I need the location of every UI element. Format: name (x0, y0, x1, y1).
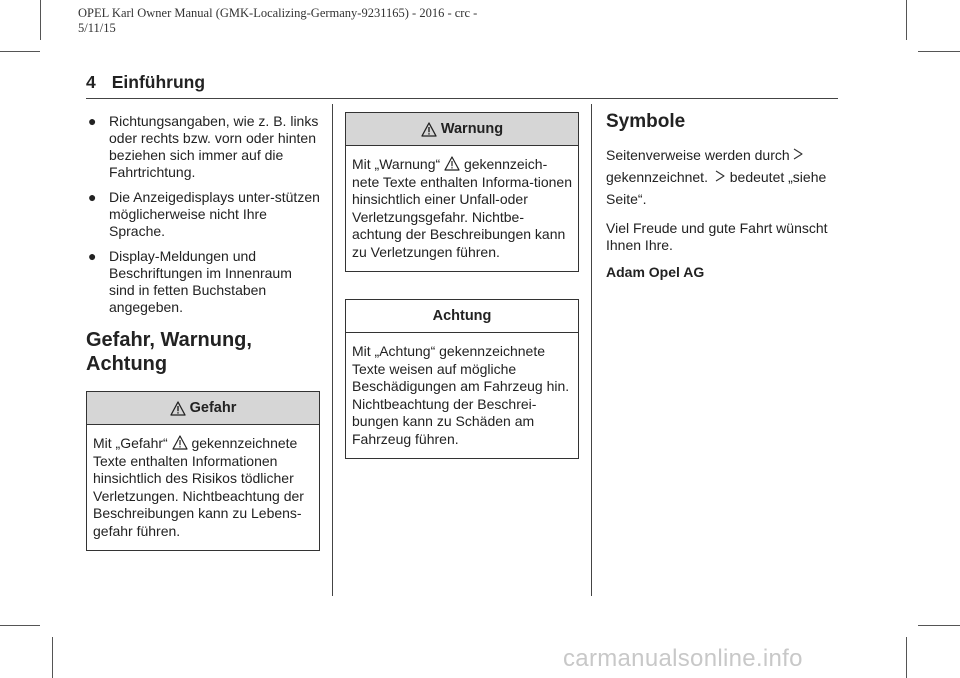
page-reference-icon (792, 148, 804, 160)
crop-mark (918, 51, 960, 52)
list-item (86, 113, 320, 181)
crop-mark (906, 0, 907, 40)
gefahr-box-body (87, 425, 319, 550)
column-divider (591, 104, 592, 596)
page-heading (86, 72, 205, 93)
warnung-text-start: Mit „Warnung“ (352, 156, 441, 172)
watermark: carmanualsonline.info (563, 645, 803, 672)
bullet-marker: ● (88, 189, 97, 205)
gefahr-text-after-icon: gekennzeichnete (191, 435, 298, 451)
page-number: 4 (86, 72, 96, 92)
warning-triangle-icon (170, 401, 186, 416)
print-header-note (78, 6, 477, 36)
bullet-text: Richtungsangaben, wie z. B. links oder rechts bzw. vorn oder hinten beziehen sich immer auf die Fahrtrichtung. (109, 113, 319, 180)
achtung-text: Mit „Achtung“ gekennzeichnete Texte weisen auf mögliche Beschädigungen am Fahrzeug hin. Nichtbeachtung der Beschrei-bungen kann zu Schäden am Fahrzeug führen. (352, 343, 570, 447)
bullet-text: Display-Meldungen und Beschriftungen im Innenraum sind in fetten Buchstaben angegeben. (109, 248, 292, 315)
heading-rule (86, 98, 838, 99)
warnung-box-body (346, 146, 578, 271)
gefahr-box-header (87, 392, 319, 425)
list-item (86, 189, 320, 240)
middle-column (345, 112, 579, 459)
signature: Adam Opel AG (606, 264, 705, 280)
symbole-text-1: Seitenverweise werden durch (606, 147, 790, 163)
right-column (606, 110, 838, 291)
bullet-marker: ● (88, 113, 97, 129)
warning-triangle-icon (172, 435, 188, 450)
left-column (86, 113, 320, 551)
crop-mark (52, 637, 53, 678)
gefahr-text-rest: Texte enthalten Informationen hinsichtlich des Risikos tödlicher Verletzungen. Nichtbeachtung der Beschreibungen kann zu Lebens-gefahr führen. (93, 452, 304, 539)
gefahr-box (86, 391, 320, 551)
symbole-heading: Symbole (606, 111, 686, 132)
symbole-text-2: gekennzeichnet. (606, 169, 708, 185)
gefahr-text-start: Mit „Gefahr“ (93, 435, 168, 451)
page-reference-icon (714, 170, 726, 182)
crop-mark (0, 625, 40, 626)
column-divider (332, 104, 333, 596)
warnung-text-after-icon: gekennzeich- (463, 156, 548, 172)
gefahr-box-title: Gefahr (189, 399, 237, 416)
list-item (86, 248, 320, 316)
bullet-list (86, 113, 320, 316)
print-header-line1: OPEL Karl Owner Manual (GMK-Localizing-Germany-9231165) - 2016 - crc - (78, 6, 478, 20)
achtung-box-body (346, 333, 578, 458)
achtung-box-title: Achtung (432, 307, 492, 324)
page-title: Einführung (111, 72, 206, 92)
closing-paragraph: Viel Freude und gute Fahrt wünscht Ihnen Ihre. (606, 220, 828, 253)
crop-mark (40, 0, 41, 40)
symbole-text-3: bedeutet „siehe Seite“. (606, 169, 827, 207)
bullet-marker: ● (88, 248, 97, 264)
warnung-box (345, 112, 579, 272)
crop-mark (906, 637, 907, 678)
crop-mark (0, 51, 40, 52)
warnung-box-header (346, 113, 578, 146)
print-header-line2: 5/11/15 (78, 21, 116, 35)
warnung-text-rest: nete Texte enthalten Informa-tionen hinsichtlich einer Unfall-oder Verletzungsgefahr. Nichtbe-achtung der Beschreibungen kann zu Verletzungen führen. (352, 173, 573, 260)
section-heading (86, 328, 320, 376)
achtung-box (345, 299, 579, 459)
section-heading-line: Achtung (86, 353, 168, 375)
achtung-box-header (346, 300, 578, 333)
crop-mark (918, 625, 960, 626)
warning-triangle-icon (421, 122, 437, 137)
bullet-text: Die Anzeigedisplays unter-stützen möglicherweise nicht Ihre Sprache. (109, 189, 320, 239)
warnung-box-title: Warnung (440, 120, 504, 137)
section-heading-line: Gefahr, Warnung, (86, 329, 252, 351)
warning-triangle-icon (444, 156, 460, 171)
symbole-paragraph (606, 144, 838, 210)
